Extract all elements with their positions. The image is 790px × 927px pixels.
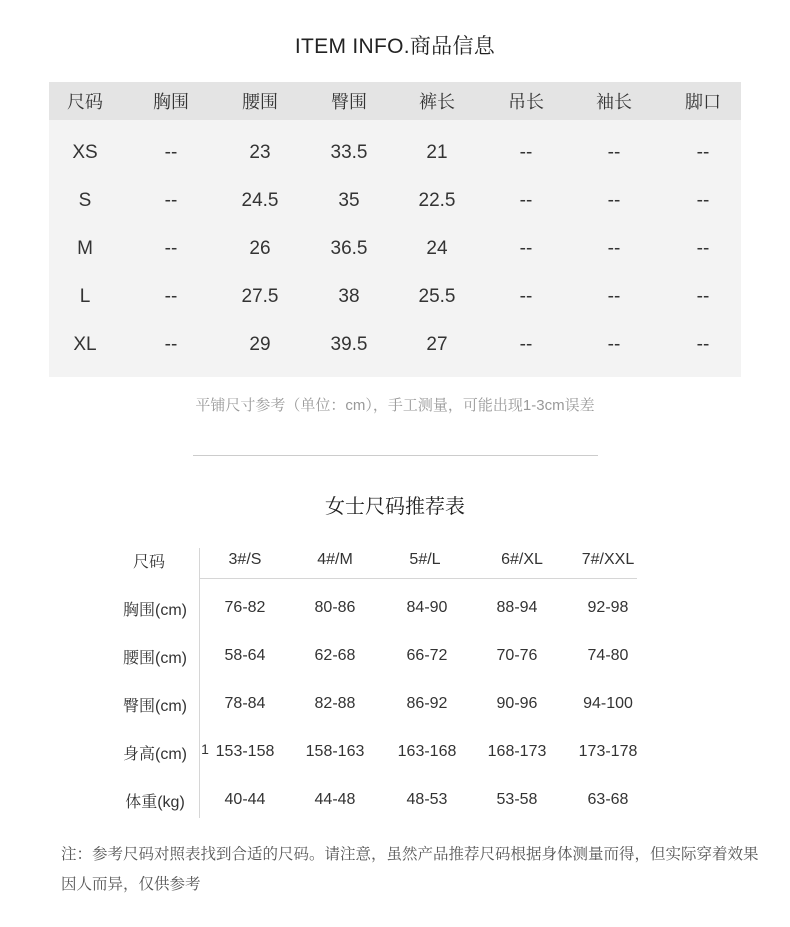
row-label: 腰围(cm)	[123, 649, 187, 667]
table-row	[0, 732, 790, 772]
table-row	[0, 588, 790, 628]
value-cell: 80-86	[314, 599, 356, 616]
size-cell: L	[79, 286, 91, 307]
size-cell: XL	[73, 334, 97, 355]
value-cell: 173-178	[578, 743, 638, 760]
header-cell: 吊长	[508, 92, 544, 112]
header-cell: 6#/XL	[501, 551, 543, 568]
value-cell: 63-68	[587, 791, 629, 808]
row-label: 臀围(cm)	[123, 697, 187, 715]
value-cell: 29	[249, 334, 271, 355]
value-cell: --	[519, 334, 533, 355]
section-title: 女士尺码推荐表	[325, 496, 465, 518]
value-cell: --	[519, 142, 533, 163]
value-cell: 22.5	[418, 190, 456, 211]
value-cell: 86-92	[406, 695, 448, 712]
value-cell: 27.5	[241, 286, 279, 307]
header-cell: 腰围	[242, 92, 278, 112]
value-cell: --	[519, 286, 533, 307]
value-cell: 62-68	[314, 647, 356, 664]
value-cell: 24.5	[241, 190, 279, 211]
value-cell: 78-84	[224, 695, 266, 712]
value-cell: 44-48	[314, 791, 356, 808]
value-cell: --	[164, 334, 178, 355]
footnote: 注：参考尺码对照表找到合适的尺码。请注意，虽然产品推荐尺码根据身体测量而得，但实际穿着效果因人而异，仅供参考	[61, 846, 759, 893]
stray-mark: 1	[201, 741, 209, 757]
value-cell: --	[164, 238, 178, 259]
recommendation-table	[0, 540, 790, 820]
value-cell: 23	[249, 142, 271, 163]
value-cell: 74-80	[587, 647, 629, 664]
size-table-header	[49, 82, 741, 120]
value-cell: 53-58	[496, 791, 538, 808]
value-cell: --	[696, 142, 710, 163]
value-cell: --	[696, 238, 710, 259]
row-label: 胸围(cm)	[123, 601, 187, 619]
value-cell: --	[164, 190, 178, 211]
value-cell: 35	[338, 190, 360, 211]
value-cell: 48-53	[406, 791, 448, 808]
header-cell: 臀围	[331, 92, 367, 112]
header-cell: 3#/S	[228, 551, 262, 568]
value-cell: 90-96	[496, 695, 538, 712]
corner-label: 尺码	[132, 553, 165, 571]
value-cell: --	[519, 238, 533, 259]
table-row	[49, 177, 741, 225]
value-cell: 94-100	[583, 695, 633, 712]
section-divider	[193, 455, 598, 456]
table-row	[0, 780, 790, 820]
value-cell: 27	[426, 334, 448, 355]
value-cell: --	[607, 238, 621, 259]
value-cell: 39.5	[330, 334, 368, 355]
value-cell: 84-90	[406, 599, 448, 616]
table-header-row	[0, 540, 790, 580]
header-cell: 裤长	[419, 92, 455, 112]
value-cell: 66-72	[406, 647, 448, 664]
size-cell: S	[78, 190, 92, 211]
value-cell: --	[607, 190, 621, 211]
value-cell: 40-44	[224, 791, 266, 808]
value-cell: 58-64	[224, 647, 266, 664]
value-cell: 88-94	[496, 599, 538, 616]
value-cell: --	[164, 286, 178, 307]
value-cell: 168-173	[487, 743, 547, 760]
table-row	[49, 321, 741, 369]
value-cell: 92-98	[587, 599, 629, 616]
value-cell: --	[607, 286, 621, 307]
value-cell: --	[696, 334, 710, 355]
value-cell: --	[607, 142, 621, 163]
table-row	[49, 225, 741, 273]
header-cell: 5#/L	[409, 551, 441, 568]
value-cell: 24	[426, 238, 448, 259]
table-row	[49, 273, 741, 321]
measurement-note: 平铺尺寸参考（单位：cm），手工测量，可能出现1-3cm误差	[195, 397, 595, 414]
value-cell: 36.5	[330, 238, 368, 259]
table-row	[0, 636, 790, 676]
header-cell: 袖长	[596, 92, 632, 112]
value-cell: 153-158	[215, 743, 275, 760]
header-cell: 胸围	[153, 92, 189, 112]
value-cell: --	[607, 334, 621, 355]
header-cell: 7#/XXL	[581, 551, 635, 568]
page-title: ITEM INFO.商品信息	[294, 35, 496, 58]
value-cell: --	[696, 286, 710, 307]
value-cell: --	[696, 190, 710, 211]
row-label: 体重(kg)	[125, 793, 185, 811]
size-cell: M	[77, 238, 93, 259]
value-cell: 38	[338, 286, 360, 307]
table-row	[0, 684, 790, 724]
value-cell: 26	[249, 238, 271, 259]
value-cell: --	[519, 190, 533, 211]
value-cell: 158-163	[305, 743, 365, 760]
header-cell: 4#/M	[317, 551, 353, 568]
value-cell: 163-168	[397, 743, 457, 760]
header-cell: 脚口	[685, 92, 721, 112]
row-label: 身高(cm)	[123, 745, 187, 763]
size-cell: XS	[72, 142, 98, 163]
value-cell: 25.5	[418, 286, 456, 307]
header-cell: 尺码	[67, 92, 103, 112]
size-table	[49, 82, 741, 377]
value-cell: 76-82	[224, 599, 266, 616]
value-cell: 70-76	[496, 647, 538, 664]
value-cell: 33.5	[330, 142, 368, 163]
value-cell: 82-88	[314, 695, 356, 712]
value-cell: --	[164, 142, 178, 163]
table-row	[49, 129, 741, 177]
value-cell: 21	[426, 142, 448, 163]
